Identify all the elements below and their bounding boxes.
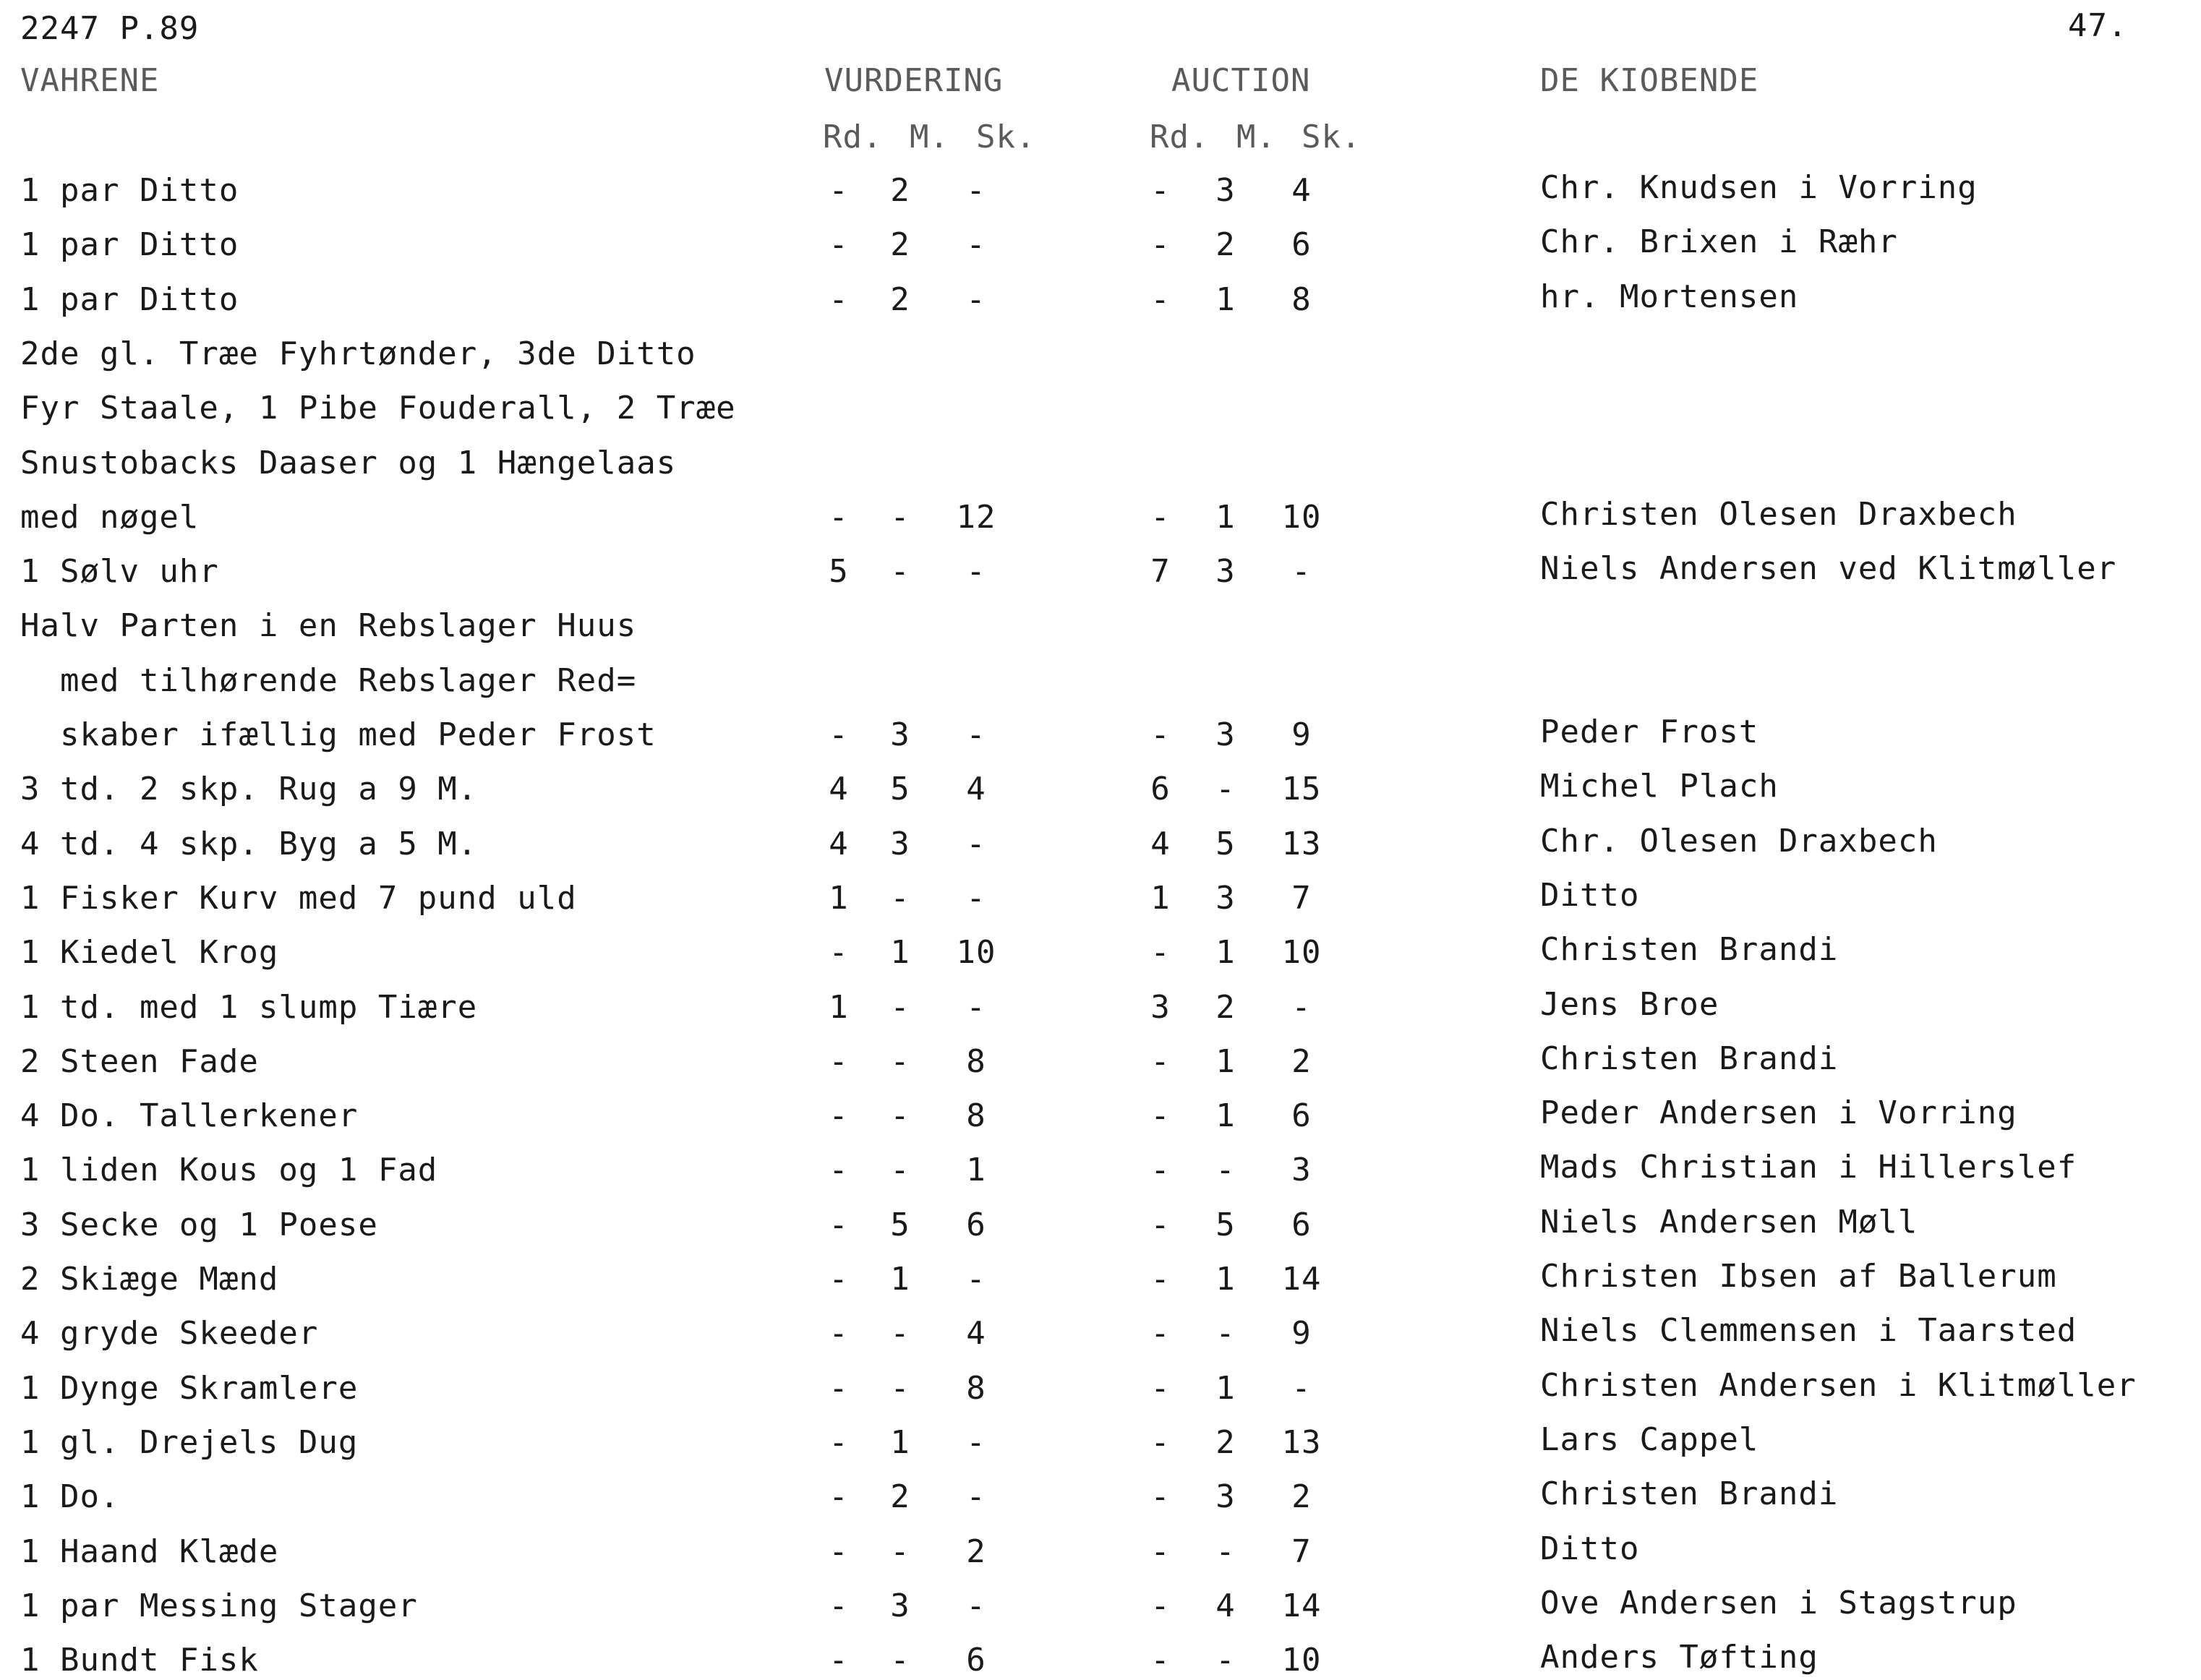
valuation-rd-cell: - [829,716,849,753]
item-description: 1 par Messing Stager [20,1587,418,1624]
auction-m-cell: 2 [1215,1424,1236,1461]
auction-rd-cell: - [1150,1315,1171,1352]
auction-sk-cell: 4 [1291,172,1312,209]
valuation-m-cell: - [890,1315,910,1352]
valuation-sk-cell: 1 [966,1152,986,1188]
auction-sk-cell: 8 [1291,281,1312,318]
auction-sk-cell: 14 [1281,1261,1322,1298]
subheader-auction-rd: Rd. [1150,119,1210,155]
auction-sk-cell: - [1291,989,1312,1026]
auction-rd-cell: - [1150,281,1171,318]
buyer-name: Mads Christian i Hillerslef [1540,1149,2077,1186]
valuation-m-cell: - [890,1152,910,1188]
auction-m-cell: 3 [1215,172,1236,209]
item-description: 3 td. 2 skp. Rug a 9 M. [20,771,478,807]
auction-sk-cell: 14 [1281,1587,1322,1624]
item-description: 2 Skiæge Mænd [20,1261,279,1298]
valuation-sk-cell: - [966,553,986,590]
valuation-m-cell: 2 [890,226,910,263]
auction-sk-cell: 6 [1291,1207,1312,1243]
buyer-name: Ove Andersen i Stagstrup [1540,1585,2017,1621]
valuation-m-cell: 1 [890,1424,910,1461]
item-description: Fyr Staale, 1 Pibe Fouderall, 2 Træe [20,390,736,427]
auction-rd-cell: - [1150,1478,1171,1515]
auction-rd-cell: - [1150,1152,1171,1188]
auction-m-cell: - [1215,1533,1236,1570]
auction-m-cell: - [1215,1642,1236,1679]
auction-m-cell: 1 [1215,1043,1236,1080]
auction-rd-cell: - [1150,1043,1171,1080]
buyer-name: Christen Brandi [1540,931,1839,968]
auction-sk-cell: 2 [1291,1478,1312,1515]
auction-rd-cell: - [1150,499,1171,536]
item-description: Halv Parten i en Rebslager Huus [20,607,637,644]
auction-sk-cell: 10 [1281,499,1322,536]
auction-sk-cell: 9 [1291,716,1312,753]
valuation-rd-cell: - [829,934,849,971]
valuation-sk-cell: - [966,172,986,209]
valuation-rd-cell: - [829,1207,849,1243]
auction-sk-cell: 2 [1291,1043,1312,1080]
valuation-sk-cell: 8 [966,1097,986,1134]
valuation-sk-cell: - [966,1261,986,1298]
valuation-rd-cell: - [829,1587,849,1624]
valuation-m-cell: - [890,1043,910,1080]
auction-rd-cell: - [1150,1261,1171,1298]
valuation-sk-cell: 6 [966,1207,986,1243]
auction-rd-cell: - [1150,1424,1171,1461]
valuation-rd-cell: 4 [829,826,849,862]
valuation-m-cell: 2 [890,1478,910,1515]
item-description: 1 td. med 1 slump Tiære [20,989,478,1026]
header-auction: AUCTION [1171,62,1311,99]
subheader-auction-sk: Sk. [1302,119,1362,155]
auction-rd-cell: 6 [1150,771,1171,807]
auction-sk-cell: - [1291,1370,1312,1407]
auction-sk-cell: 15 [1281,771,1322,807]
buyer-name: hr. Mortensen [1540,278,1799,315]
auction-m-cell: - [1215,1315,1236,1352]
auction-m-cell: 2 [1215,226,1236,263]
item-description: 1 Dynge Skramlere [20,1370,359,1407]
valuation-sk-cell: 12 [956,499,996,536]
auction-sk-cell: - [1291,553,1312,590]
auction-rd-cell: - [1150,1533,1171,1570]
auction-m-cell: 3 [1215,553,1236,590]
valuation-sk-cell: - [966,716,986,753]
page-reference: 2247 P.89 [20,10,200,47]
valuation-sk-cell: - [966,826,986,862]
valuation-rd-cell: - [829,281,849,318]
valuation-m-cell: - [890,553,910,590]
item-description: 2 Steen Fade [20,1043,259,1080]
auction-rd-cell: 4 [1150,826,1171,862]
auction-rd-cell: - [1150,1207,1171,1243]
valuation-m-cell: 1 [890,1261,910,1298]
valuation-m-cell: 5 [890,1207,910,1243]
buyer-name: Niels Andersen Møll [1540,1204,1918,1240]
buyer-name: Peder Andersen i Vorring [1540,1094,2017,1131]
buyer-name: Christen Ibsen af Ballerum [1540,1258,2057,1295]
item-description: 1 Sølv uhr [20,553,219,590]
valuation-rd-cell: - [829,1261,849,1298]
item-description: 4 Do. Tallerkener [20,1097,359,1134]
item-description: 3 Secke og 1 Poese [20,1207,378,1243]
auction-rd-cell: - [1150,1370,1171,1407]
auction-m-cell: 5 [1215,826,1236,862]
item-description: med tilhørende Rebslager Red= [20,662,637,699]
item-description: 1 par Ditto [20,226,239,263]
valuation-sk-cell: 2 [966,1533,986,1570]
buyer-name: Anders Tøfting [1540,1639,1819,1676]
auction-sk-cell: 10 [1281,1642,1322,1679]
auction-rd-cell: - [1150,1642,1171,1679]
auction-rd-cell: - [1150,716,1171,753]
auction-m-cell: 3 [1215,716,1236,753]
item-description: 2de gl. Træe Fyhrtønder, 3de Ditto [20,335,696,372]
item-description: 4 gryde Skeeder [20,1315,319,1352]
auction-m-cell: 1 [1215,281,1236,318]
auction-rd-cell: - [1150,934,1171,971]
buyer-name: Christen Olesen Draxbech [1540,496,2017,533]
valuation-m-cell: 3 [890,826,910,862]
valuation-m-cell: - [890,1642,910,1679]
auction-sk-cell: 6 [1291,226,1312,263]
page-number: 47. [2068,7,2128,44]
buyer-name: Christen Brandi [1540,1475,1839,1512]
valuation-m-cell: 2 [890,281,910,318]
valuation-sk-cell: - [966,880,986,917]
valuation-rd-cell: - [829,1370,849,1407]
item-description: 1 gl. Drejels Dug [20,1424,359,1461]
item-description: skaber ifællig med Peder Frost [20,716,657,753]
item-description: 1 par Ditto [20,281,239,318]
buyer-name: Jens Broe [1540,986,1719,1023]
auction-m-cell: 5 [1215,1207,1236,1243]
buyer-name: Christen Brandi [1540,1040,1839,1077]
auction-m-cell: 1 [1215,1370,1236,1407]
valuation-sk-cell: 8 [966,1370,986,1407]
valuation-rd-cell: - [829,499,849,536]
valuation-rd-cell: 4 [829,771,849,807]
valuation-sk-cell: - [966,281,986,318]
valuation-sk-cell: - [966,989,986,1026]
auction-m-cell: 1 [1215,1261,1236,1298]
valuation-rd-cell: - [829,1533,849,1570]
item-description: 1 par Ditto [20,172,239,209]
auction-m-cell: 3 [1215,1478,1236,1515]
valuation-sk-cell: 4 [966,771,986,807]
valuation-sk-cell: - [966,1587,986,1624]
item-description: Snustobacks Daaser og 1 Hængelaas [20,445,677,481]
valuation-sk-cell: - [966,226,986,263]
buyer-name: Niels Andersen ved Klitmøller [1540,550,2117,587]
auction-sk-cell: 3 [1291,1152,1312,1188]
valuation-rd-cell: - [829,226,849,263]
valuation-rd-cell: - [829,1315,849,1352]
item-description: 1 Fisker Kurv med 7 pund uld [20,880,577,917]
header-items: VAHRENE [20,62,160,99]
buyer-name: Chr. Brixen i Ræhr [1540,223,1898,260]
valuation-m-cell: - [890,989,910,1026]
valuation-rd-cell: 1 [829,989,849,1026]
valuation-rd-cell: - [829,1152,849,1188]
subheader-valuation-sk: Sk. [976,119,1036,155]
auction-sk-cell: 13 [1281,1424,1322,1461]
valuation-sk-cell: 10 [956,934,996,971]
subheader-valuation-m: M. [910,119,949,155]
buyer-name: Peder Frost [1540,713,1759,750]
valuation-m-cell: 1 [890,934,910,971]
auction-sk-cell: 9 [1291,1315,1312,1352]
valuation-sk-cell: - [966,1478,986,1515]
item-description: med nøgel [20,499,200,536]
auction-m-cell: 3 [1215,880,1236,917]
buyer-name: Ditto [1540,877,1640,914]
valuation-sk-cell: - [966,1424,986,1461]
auction-sk-cell: 6 [1291,1097,1312,1134]
item-description: 1 Do. [20,1478,120,1515]
auction-rd-cell: - [1150,172,1171,209]
valuation-sk-cell: 4 [966,1315,986,1352]
buyer-name: Christen Andersen i Klitmøller [1540,1367,2137,1404]
valuation-m-cell: - [890,499,910,536]
auction-rd-cell: 1 [1150,880,1171,917]
item-description: 1 liden Kous og 1 Fad [20,1152,438,1188]
auction-sk-cell: 7 [1291,1533,1312,1570]
valuation-rd-cell: - [829,1424,849,1461]
auction-sk-cell: 7 [1291,880,1312,917]
auction-rd-cell: 7 [1150,553,1171,590]
valuation-m-cell: - [890,1533,910,1570]
buyer-name: Michel Plach [1540,768,1779,805]
valuation-rd-cell: - [829,172,849,209]
auction-rd-cell: - [1150,1587,1171,1624]
valuation-m-cell: 3 [890,716,910,753]
valuation-m-cell: 3 [890,1587,910,1624]
valuation-m-cell: 5 [890,771,910,807]
auction-m-cell: - [1215,1152,1236,1188]
buyer-name: Chr. Olesen Draxbech [1540,823,1938,860]
valuation-m-cell: - [890,880,910,917]
valuation-m-cell: 2 [890,172,910,209]
auction-rd-cell: - [1150,226,1171,263]
valuation-sk-cell: 8 [966,1043,986,1080]
item-description: 1 Kiedel Krog [20,934,279,971]
item-description: 1 Bundt Fisk [20,1642,259,1679]
subheader-auction-m: M. [1236,119,1276,155]
valuation-rd-cell: - [829,1642,849,1679]
valuation-rd-cell: 5 [829,553,849,590]
item-description: 1 Haand Klæde [20,1533,279,1570]
valuation-rd-cell: - [829,1097,849,1134]
subheader-valuation-rd: Rd. [823,119,883,155]
valuation-rd-cell: 1 [829,880,849,917]
valuation-m-cell: - [890,1097,910,1134]
auction-m-cell: 1 [1215,1097,1236,1134]
buyer-name: Ditto [1540,1530,1640,1567]
auction-m-cell: 1 [1215,934,1236,971]
header-valuation: VURDERING [824,62,1004,99]
auction-m-cell: 2 [1215,989,1236,1026]
auction-rd-cell: 3 [1150,989,1171,1026]
auction-sk-cell: 13 [1281,826,1322,862]
auction-m-cell: 1 [1215,499,1236,536]
buyer-name: Chr. Knudsen i Vorring [1540,169,1978,206]
valuation-rd-cell: - [829,1478,849,1515]
valuation-sk-cell: 6 [966,1642,986,1679]
buyer-name: Niels Clemmensen i Taarsted [1540,1312,2077,1349]
auction-rd-cell: - [1150,1097,1171,1134]
valuation-m-cell: - [890,1370,910,1407]
valuation-rd-cell: - [829,1043,849,1080]
auction-m-cell: 4 [1215,1587,1236,1624]
auction-m-cell: - [1215,771,1236,807]
header-buyers: DE KIOBENDE [1540,62,1759,99]
item-description: 4 td. 4 skp. Byg a 5 M. [20,826,478,862]
auction-sk-cell: 10 [1281,934,1322,971]
buyer-name: Lars Cappel [1540,1421,1759,1458]
